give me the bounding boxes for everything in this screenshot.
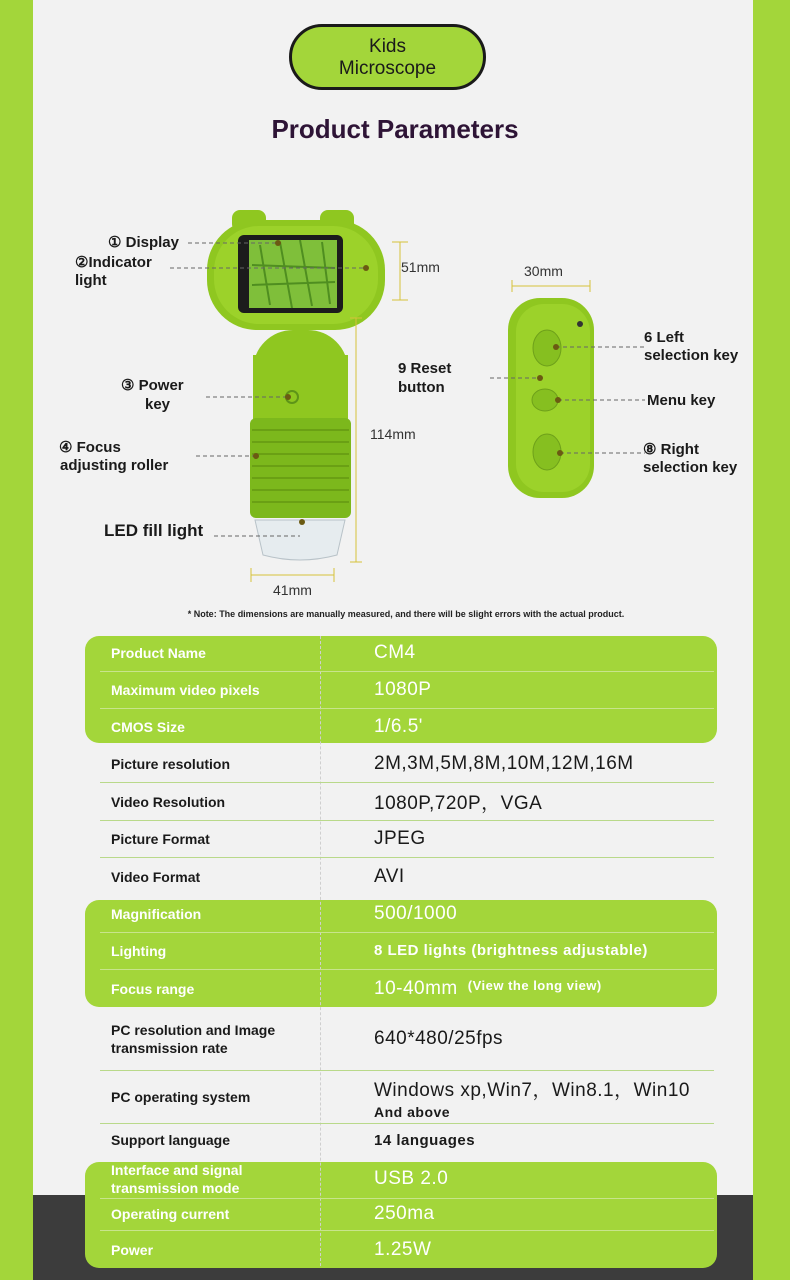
spec-key: Video Format — [111, 868, 201, 885]
spec-value: AVI — [374, 865, 405, 887]
spec-value: 1080P,720P，VGA — [374, 793, 543, 814]
spec-key: Lighting — [111, 942, 167, 959]
label-right-key-1: ⑧ Right — [643, 441, 699, 458]
microscope-front-view — [207, 210, 385, 560]
title-badge — [289, 24, 486, 90]
spec-key: Power — [111, 1242, 154, 1258]
label-left-key-2: selection key — [644, 347, 739, 364]
spec-value-extra: (View the long view) — [467, 978, 602, 993]
spec-value: 1.25W — [374, 1239, 432, 1260]
label-power-1: ③ Power — [121, 377, 184, 394]
spec-value-extra: And above — [374, 1103, 451, 1120]
spec-value — [374, 970, 602, 1007]
spec-value: 250ma — [374, 1203, 435, 1224]
spec-key: Interface and signal transmission mode — [111, 1162, 243, 1196]
spec-value: 2M,3M,5M,8M,10M,12M,16M — [374, 752, 634, 774]
spec-row — [100, 1124, 714, 1156]
label-indicator-2: light — [75, 272, 107, 289]
spec-row — [100, 858, 714, 895]
label-left-key-1: 6 Left — [644, 329, 685, 346]
spec-row — [100, 1160, 714, 1199]
dimension-114mm: 114mm — [370, 426, 416, 442]
title-line-2: Microscope — [338, 58, 437, 79]
page-heading: Product Parameters — [271, 114, 519, 144]
label-indicator-1: ②Indicator — [75, 254, 152, 271]
spec-value: 1080P — [374, 678, 432, 700]
spec-key: Picture Format — [111, 830, 210, 847]
spec-value: 14 languages — [374, 1131, 476, 1149]
spec-key: CMOS Size — [111, 718, 185, 735]
label-reset-2: button — [398, 379, 445, 396]
dimension-41mm: 41mm — [273, 582, 312, 598]
spec-key: Focus range — [111, 980, 195, 997]
label-power-2: key — [145, 396, 171, 413]
spec-row — [100, 970, 714, 1007]
spec-value: 8 LED lights (brightness adjustable) — [374, 942, 648, 959]
spec-row — [100, 745, 714, 783]
spec-row — [100, 820, 714, 858]
spec-key: Maximum video pixels — [111, 681, 260, 698]
spec-row — [100, 1008, 714, 1071]
microscope-side-view — [508, 298, 594, 498]
spec-value: CM4 — [374, 641, 416, 663]
spec-value-main: 10-40mm — [374, 977, 458, 999]
label-led: LED fill light — [104, 521, 204, 540]
spec-key: Support language — [111, 1132, 230, 1148]
spec-value: 640*480/25fps — [374, 1028, 504, 1049]
spec-key: Video Resolution — [111, 793, 226, 810]
label-reset-1: 9 Reset — [398, 360, 452, 377]
spec-key: PC operating system — [111, 1089, 251, 1105]
spec-value: USB 2.0 — [374, 1168, 449, 1189]
dimension-51mm: 51mm — [401, 259, 440, 275]
spec-key: Picture resolution — [111, 755, 231, 772]
spec-row — [100, 671, 714, 709]
spec-row — [100, 708, 714, 745]
spec-key: Product Name — [111, 644, 206, 661]
spec-row — [100, 1198, 714, 1231]
spec-row — [100, 895, 714, 933]
spec-value — [374, 1071, 690, 1123]
label-right-key-2: selection key — [643, 459, 738, 476]
spec-value: 1/6.5' — [374, 715, 423, 737]
spec-key: Magnification — [111, 905, 202, 922]
spec-key: Operating current — [111, 1206, 230, 1222]
spec-key: PC resolution and Image transmission rate — [111, 1022, 276, 1056]
spec-value-main: Windows xp,Win7，Win8.1，Win10 — [374, 1079, 690, 1101]
spec-row — [100, 1232, 714, 1268]
spec-value: 500/1000 — [374, 902, 458, 924]
spec-row — [100, 634, 714, 672]
dimension-30mm: 30mm — [524, 263, 563, 279]
label-display: ① Display — [108, 234, 179, 251]
label-focus-1: ④ Focus — [59, 439, 121, 456]
label-focus-2: adjusting roller — [60, 457, 169, 474]
spec-row — [100, 932, 714, 970]
measurement-note: * Note: The dimensions are manually measured, and there will be slight errors with the actual product. — [187, 609, 625, 619]
label-menu-key: Menu key — [647, 392, 716, 409]
spec-row — [100, 783, 714, 821]
title-line-1: Kids — [369, 36, 406, 57]
spec-row — [100, 1071, 714, 1124]
spec-value: JPEG — [374, 827, 426, 849]
